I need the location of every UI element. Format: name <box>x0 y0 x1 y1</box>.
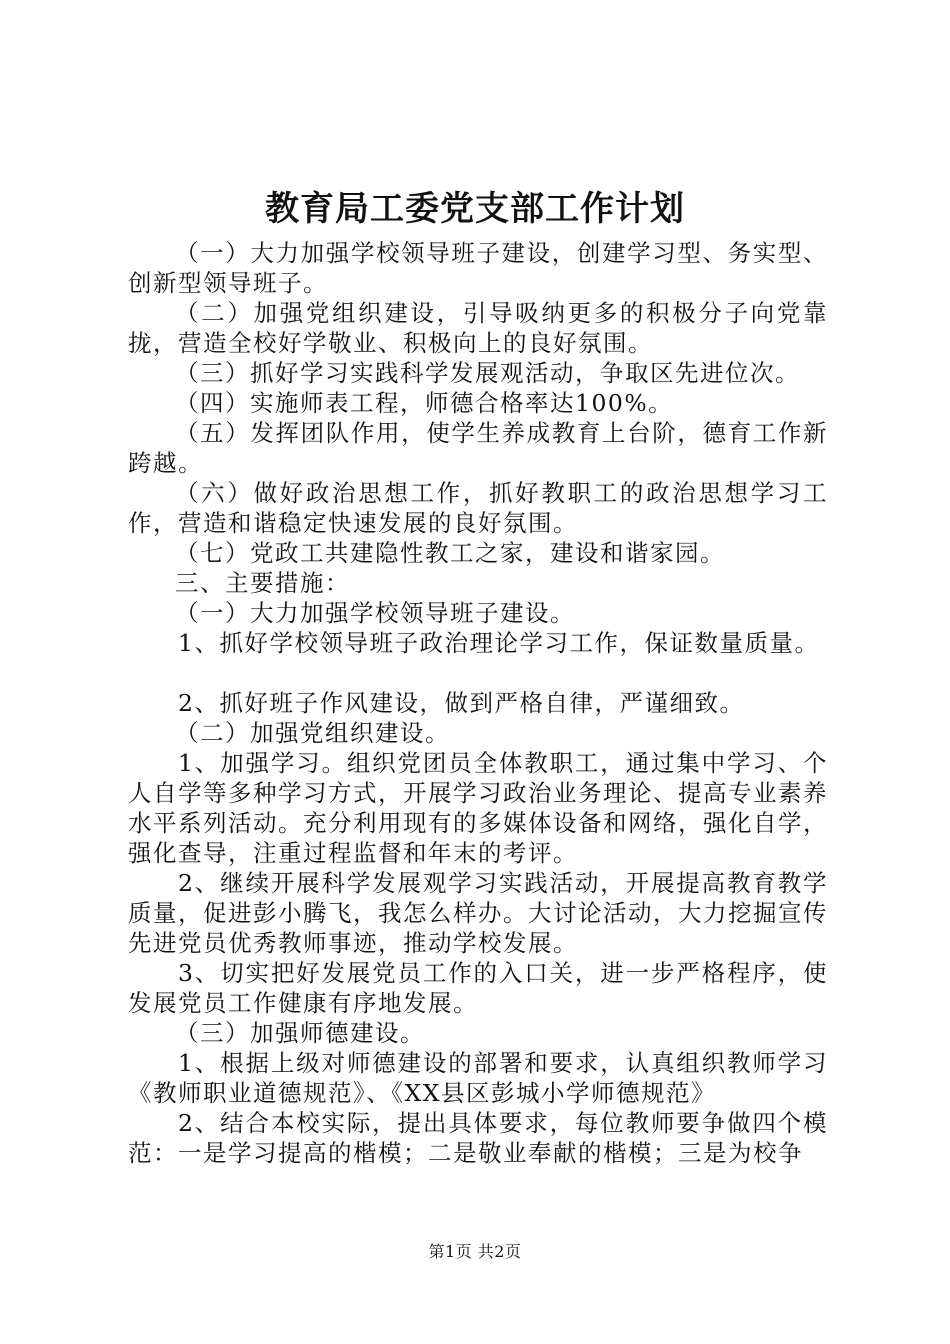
paragraph: （二）加强党组织建设，引导吸纳更多的积极分子向党靠拢，营造全校好学敬业、积极向上的良好氛围。 <box>128 299 828 357</box>
paragraph: （五）发挥团队作用，使学生养成教育上台阶，德育工作新跨越。 <box>128 419 828 477</box>
paragraph: 1、加强学习。组织党团员全体教职工，通过集中学习、个人自学等多种学习方式，开展学习政治业务理论、提高专业素养水平系列活动。充分利用现有的多媒体设备和网络，强化自学，强化查导，注重过程监督和年末的考评。 <box>128 749 828 867</box>
paragraph: 2、继续开展科学发展观学习实践活动，开展提高教育教学质量，促进彭小腾飞，我怎么样办。大讨论活动，大力挖掘宣传先进党员优秀教师事迹，推动学校发展。 <box>128 869 828 957</box>
paragraph: （六）做好政治思想工作，抓好教职工的政治思想学习工作，营造和谐稳定快速发展的良好氛围。 <box>128 479 828 537</box>
paragraph: 1、抓好学校领导班子政治理论学习工作，保证数量质量。 <box>178 629 820 657</box>
blank-line <box>128 658 828 688</box>
subsection-heading: （三）加强师德建设。 <box>175 1019 425 1047</box>
paragraph: 2、结合本校实际，提出具体要求，每位教师要争做四个模范：一是学习提高的楷模；二是敬业奉献的楷模；三是为校争 <box>128 1109 828 1167</box>
paragraph: （四）实施师表工程，师德合格率达100%。 <box>175 389 674 417</box>
paragraph: （三）抓好学习实践科学发展观活动，争取区先进位次。 <box>175 359 800 387</box>
paragraph: （七）党政工共建隐性教工之家，建设和谐家园。 <box>175 539 725 567</box>
subsection-heading: （一）大力加强学校领导班子建设。 <box>175 599 575 627</box>
page-footer: 第1页 共2页 <box>428 1242 522 1261</box>
document-title: 教育局工委党支部工作计划 <box>265 189 685 229</box>
paragraph: （一）大力加强学校领导班子建设，创建学习型、务实型、创新型领导班子。 <box>128 239 828 297</box>
section-heading: 三、主要措施： <box>175 569 350 597</box>
paragraph: 3、切实把好发展党员工作的入口关，进一步严格程序，使发展党员工作健康有序地发展。 <box>128 959 828 1017</box>
paragraph: 1、根据上级对师德建设的部署和要求，认真组织教师学习《教师职业道德规范》、《XX县区彭城小学师德规范》 <box>128 1049 828 1107</box>
paragraph: 2、抓好班子作风建设，做到严格自律，严谨细致。 <box>178 689 745 717</box>
document-body <box>128 238 828 1168</box>
subsection-heading: （二）加强党组织建设。 <box>175 719 450 747</box>
